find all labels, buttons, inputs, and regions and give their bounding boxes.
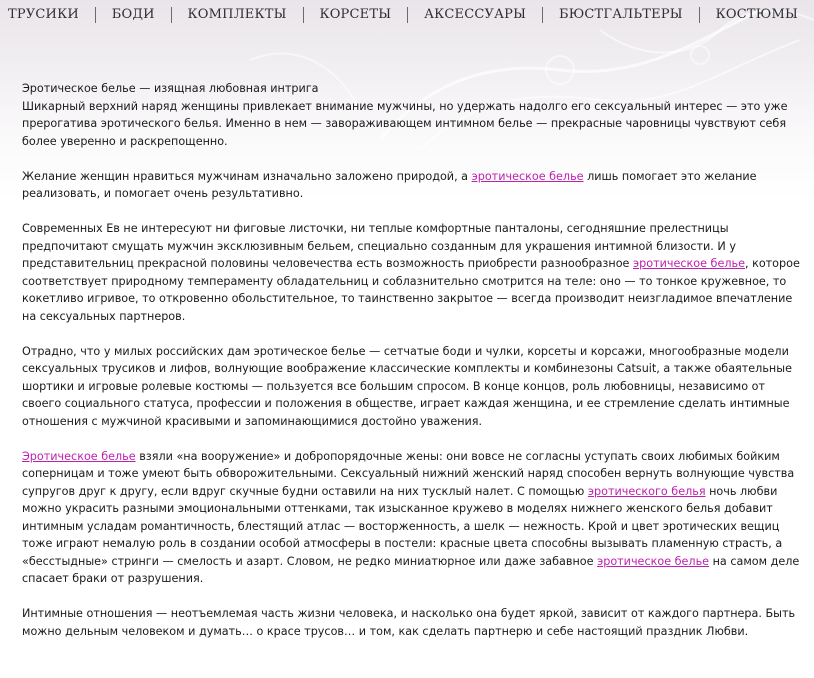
paragraph-5-text-c: на самом деле спасает браки от разрушения. bbox=[22, 554, 800, 585]
nav-item-bodies[interactable]: БОДИ bbox=[111, 7, 155, 22]
paragraph-2-text-a: Желание женщин нравиться мужчинам изначально заложено природой, а bbox=[22, 169, 472, 183]
top-navigation bbox=[0, 0, 814, 30]
erotic-lingerie-link[interactable]: эротическое белье bbox=[597, 554, 710, 568]
erotic-lingerie-link[interactable]: эротическое белье bbox=[471, 169, 584, 183]
erotic-lingerie-link[interactable]: эротическое белье bbox=[632, 257, 745, 270]
erotic-lingerie-link[interactable]: Эротическое белье bbox=[22, 449, 136, 463]
erotic-lingerie-link[interactable]: эротического белья bbox=[587, 484, 706, 498]
paragraph-4: Отрадно, что у милых российских дам эротическое белье — сетчатые боди и чулки, корсеты и корсажи, многообразные модели сексуальных трусиков и лифов, волнующие воображение классические комплекты и комбинезоны Catsuit, а также обаятельные шортики и игровые ролевые костюмы — пользуется все большим спросом. В конце концов, роль любовницы, независимо от своего социального статуса, профессии и положения в обществе, играет каждая женщина, и ее стремление сделать интимные отношения с мужчиной красивыми и запоминающимися достойно уважения. bbox=[22, 344, 792, 428]
paragraph-3-text-a: Современных Ев не интересуют ни фиговые листочки, ни теплые комфортные панталоны, сегодняшние прелестницы предпочитают смущать мужчин эксклюзивным бельем, специально созданным для украшения интимной близости. И у представительниц прекрасной половины человечества есть возможность приобрести разнообразное bbox=[22, 222, 736, 270]
article-content bbox=[22, 80, 802, 658]
nav-item-corsets[interactable]: КОРСЕТЫ bbox=[319, 7, 392, 22]
article-intro-paragraph bbox=[22, 80, 802, 150]
paragraph-2 bbox=[22, 168, 802, 203]
nav-item-sets[interactable]: КОМПЛЕКТЫ bbox=[187, 7, 287, 22]
paragraph-2-text-b: лишь помогает это желание реализовать, и помогает очень результативно. bbox=[22, 169, 757, 200]
paragraph-3 bbox=[22, 220, 802, 325]
paragraph-5 bbox=[22, 448, 802, 588]
paragraph-6: Интимные отношения — неотъемлемая часть жизни человека, и насколько она будет яркой, зависит от каждого партнера. Быть можно дельным человеком и думать… о красе трусов… и том, как сделать партнерю и себе настоящий праздник Любви. bbox=[22, 607, 796, 638]
article-title: Эротическое белье — изящная любовная интрига bbox=[22, 82, 319, 95]
paragraph-5-text-b: ночь любви можно украсить разными эмоциональными оттенками, так изысканное кружево в моделях нижнего женского белья добавит интимным усладам романтичность, блестящий атлас — восторженность, а шелк — нежность. Крой и цвет эротических вещиц тоже играют немалую роль в создании особой атмосферы в постели: красные цвета способны вызывать пламенную страсть, а «бесстыдные» стринги — смелость и азарт. Словом, не редко миниатюрное или даже забавное bbox=[22, 484, 783, 568]
nav-item-bras[interactable]: БЮСТГАЛЬТЕРЫ bbox=[558, 7, 683, 22]
nav-item-panties[interactable]: ТРУСИКИ bbox=[8, 7, 79, 22]
paragraph-5-text-a: взяли «на вооружение» и добропорядочные жены: они вовсе не согласны уступать своих любимых бойким соперницам и тоже умеют быть обворожительными. Сексуальный нижний женский наряд способен вернуть волнующие чувства супругов друг к другу, если вдруг скучные будни оставили на них тусклый налет. С помощью bbox=[22, 449, 795, 498]
paragraph-1-text: Шикарный верхний наряд женщины привлекает внимание мужчины, но удержать надолго его сексуальный интерес — это уже прерогатива эротического белья. Именно в нем — завораживающем интимном белье — прекрасные чаровницы чувствуют себя более уверенно и раскрепощенно. bbox=[22, 99, 788, 148]
nav-item-costumes[interactable]: КОСТЮМЫ bbox=[715, 7, 798, 22]
paragraph-3-text-b: , которое соответствует природному темпераменту обладательниц и соблазнительно смотрится на теле: оно — то тонкое кружевное, то кокетливо игривое, то откровенно обольстительное, то таинственно закрытое — всегда производит неизгладимое впечатление на сексуальных партнеров. bbox=[22, 257, 800, 323]
nav-item-accessories[interactable]: АКСЕССУАРЫ bbox=[424, 7, 527, 22]
